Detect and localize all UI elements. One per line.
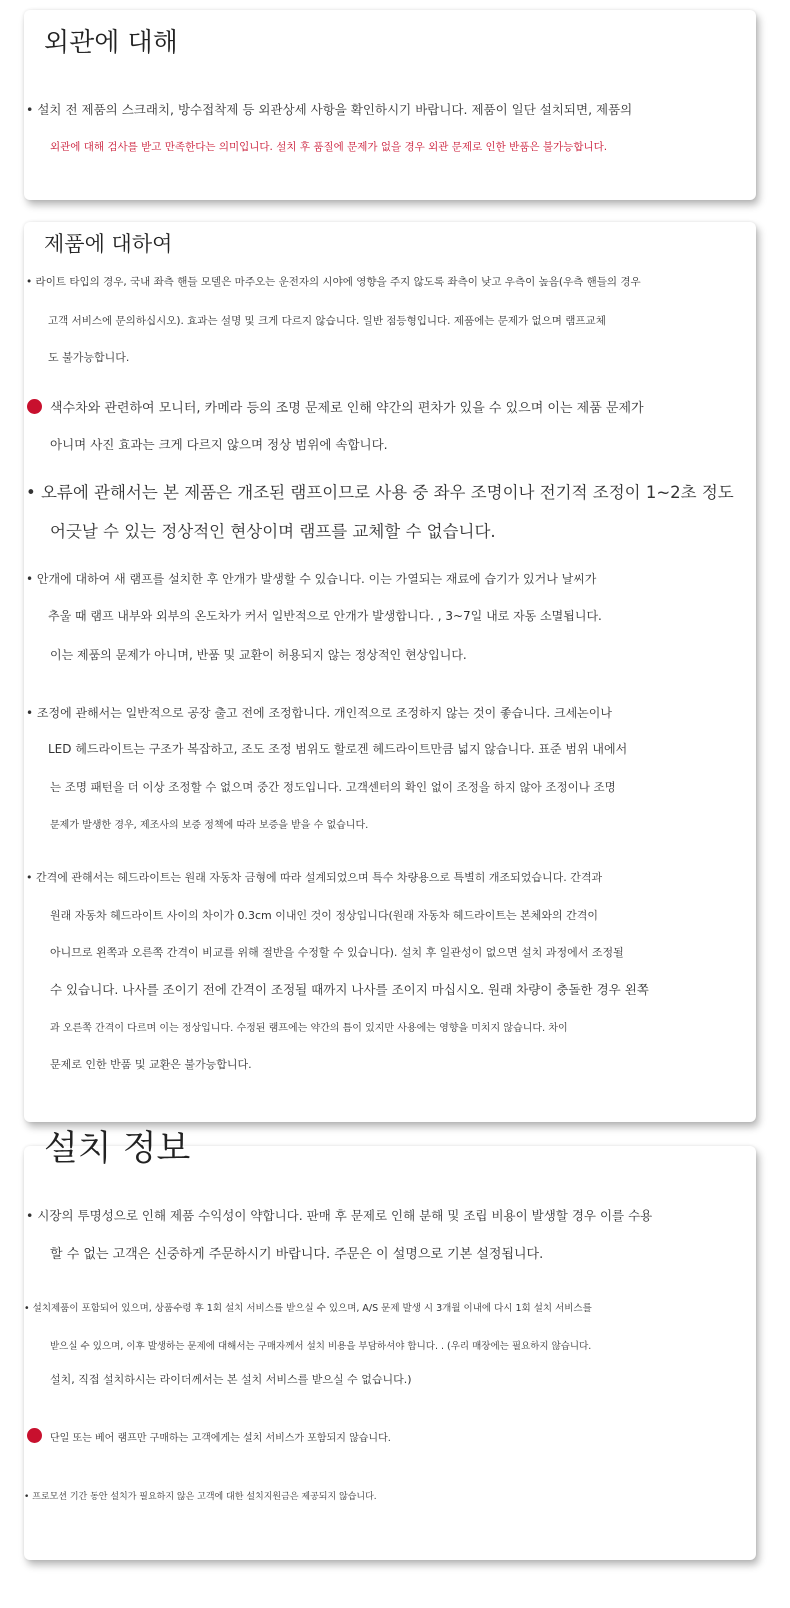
text-line: 설치, 직접 설치하시는 라이더께서는 본 설치 서비스를 받으실 수 없습니다.) xyxy=(50,1373,412,1386)
bullet-icon: • xyxy=(26,1208,34,1223)
bullet-line: • 조정에 관해서는 일반적으로 공장 출고 전에 조정합니다. 개인적으로 조정하지 않는 것이 좋습니다. 크세논이나 xyxy=(26,706,612,720)
bullet-line: • 오류에 관해서는 본 제품은 개조된 램프이므로 사용 중 좌우 조명이나 전기적 조정이 1~2초 정도 xyxy=(26,483,734,502)
bullet-line: • 라이트 타입의 경우, 국내 좌측 핸들 모델은 마주오는 운전자의 시야에 영향을 주지 않도록 좌측이 낮고 우측이 높음(우측 핸들의 경우 xyxy=(26,276,641,288)
bullet-icon: • xyxy=(24,1303,30,1314)
bullet-text: 설치 전 제품의 스크래치, 방수접착제 등 외관상세 사항을 확인하시기 바랍니다. 제품이 일단 설치되면, 제품의 xyxy=(37,102,633,117)
bullet-line: • 시장의 투명성으로 인해 제품 수익성이 약합니다. 판매 후 문제로 인해 분해 및 조립 비용이 발생할 경우 이를 수용 xyxy=(26,1208,653,1223)
bullet-line xyxy=(26,100,632,118)
bullet-icon: • xyxy=(26,871,33,884)
text-line: 어긋날 수 있는 정상적인 현상이며 램프를 교체할 수 없습니다. xyxy=(50,522,496,541)
bullet-line: • 프로모션 기간 동안 설치가 필요하지 않은 고객에 대한 설치지원금은 제공되지 않습니다. xyxy=(24,1492,377,1502)
text-line: 받으실 수 있으며, 이후 발생하는 문제에 대해서는 구매자께서 설치 비용을 부담하셔야 합니다. . (우리 매장에는 필요하지 않습니다. xyxy=(50,1341,592,1352)
text-line: 문제로 인한 반품 및 교환은 불가능합니다. xyxy=(50,1058,252,1071)
red-dot-icon xyxy=(27,1428,42,1443)
section-appearance xyxy=(24,10,756,200)
warning-line: 외관에 대해 검사를 받고 만족한다는 의미입니다. 설치 후 품질에 문제가 없을 경우 외관 문제로 인한 반품은 불가능합니다. xyxy=(50,141,608,153)
text-line: LED 헤드라이트는 구조가 복잡하고, 조도 조정 범위도 할로겐 헤드라이트만큼 넓지 않습니다. 표준 범위 내에서 xyxy=(48,742,628,756)
text-line: 원래 자동차 헤드라이트 사이의 차이가 0.3cm 이내인 것이 정상입니다(원래 자동차 헤드라이트는 본체와의 간격이 xyxy=(50,909,599,922)
text-line: 수 있습니다. 나사를 조이기 전에 간격이 조정될 때까지 나사를 조이지 마십시오. 원래 차량이 충돌한 경우 왼쪽 xyxy=(50,982,649,997)
text-line: 과 오른쪽 간격이 다르며 이는 정상입니다. 수정된 램프에는 약간의 틈이 있지만 사용에는 영향을 미치지 않습니다. 차이 xyxy=(50,1023,568,1034)
bullet-line: • 설치제품이 포함되어 있으며, 상품수령 후 1회 설치 서비스를 받으실 수 있으며, A/S 문제 발생 시 3개월 이내에 다시 1회 설치 서비스를 xyxy=(24,1303,592,1314)
bullet-icon: • xyxy=(24,1492,30,1502)
bullet-icon: • xyxy=(26,483,36,502)
bullet-line: • 간격에 관해서는 헤드라이트는 원래 자동차 금형에 따라 설계되었으며 특수 차량용으로 특별히 개조되었습니다. 간격과 xyxy=(26,871,603,884)
text-line: 색수차와 관련하여 모니터, 카메라 등의 조명 문제로 인해 약간의 편차가 있을 수 있으며 이는 제품 문제가 xyxy=(50,401,644,416)
text-line: 아니며 사진 효과는 크게 다르지 않으며 정상 범위에 속합니다. xyxy=(50,437,388,452)
bullet-icon: • xyxy=(26,102,34,117)
bullet-icon: • xyxy=(26,276,33,288)
bullet-line: • 안개에 대하여 새 램프를 설치한 후 안개가 발생할 수 있습니다. 이는 가열되는 재료에 습기가 있거나 날씨가 xyxy=(26,572,597,586)
section-product xyxy=(24,222,756,1122)
section-title: 제품에 대하여 xyxy=(44,232,173,256)
text-line: 추울 때 램프 내부와 외부의 온도차가 커서 일반적으로 안개가 발생합니다. , 3~7일 내로 자동 소멸됩니다. xyxy=(48,609,602,623)
bullet-icon: • xyxy=(26,706,34,720)
text-line: 고객 서비스에 문의하십시오). 효과는 설명 및 크게 다르지 않습니다. 일반 점등형입니다. 제품에는 문제가 없으며 램프교체 xyxy=(48,315,606,327)
text-line: 이는 제품의 문제가 아니며, 반품 및 교환이 허용되지 않는 정상적인 현상입니다. xyxy=(50,648,467,662)
text-line: 는 조명 패턴을 더 이상 조정할 수 없으며 중간 정도입니다. 고객센터의 확인 없이 조정을 하지 않아 조정이나 조명 xyxy=(50,780,616,794)
text-line: 아니므로 왼쪽과 오른쪽 간격이 비교를 위해 절반을 수정할 수 있습니다). 설치 후 일관성이 없으면 설치 과정에서 조정될 xyxy=(50,946,624,959)
bullet-icon: • xyxy=(26,572,34,586)
text-line: 도 불가능합니다. xyxy=(48,351,130,364)
red-dot-icon xyxy=(27,399,42,414)
section-title: 외관에 대해 xyxy=(44,28,178,58)
text-line: 단일 또는 베어 램프만 구매하는 고객에게는 설치 서비스가 포함되지 않습니다. xyxy=(50,1433,391,1444)
text-line: 문제가 발생한 경우, 제조사의 보증 정책에 따라 보증을 받을 수 없습니다. xyxy=(50,820,369,831)
text-line: 할 수 없는 고객은 신중하게 주문하시기 바랍니다. 주문은 이 설명으로 기본 설정됩니다. xyxy=(50,1247,544,1262)
section-title: 설치 정보 xyxy=(44,1129,191,1169)
section-installation xyxy=(24,1129,756,1560)
